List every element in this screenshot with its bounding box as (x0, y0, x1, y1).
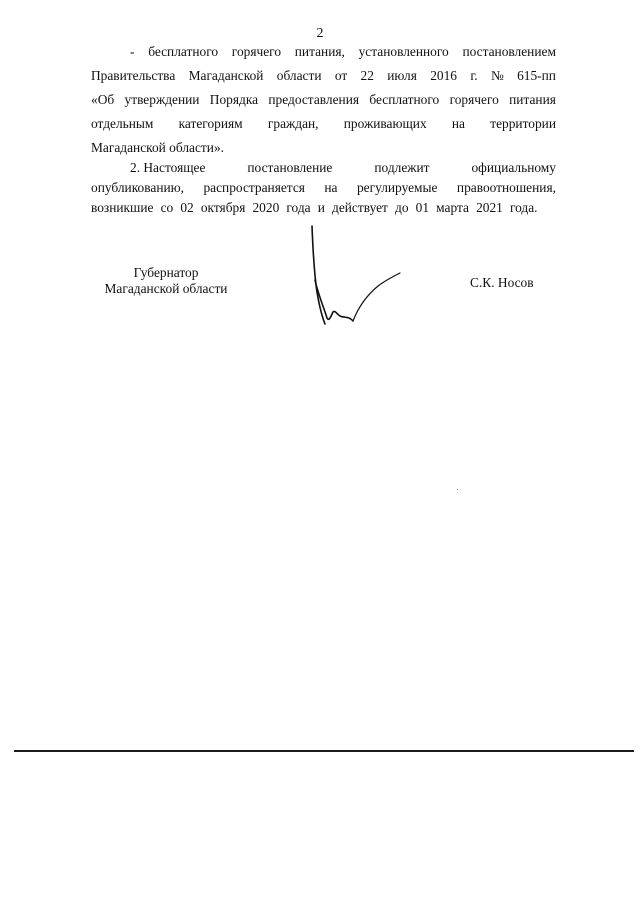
word: питания (509, 92, 556, 107)
word: постановление (247, 160, 333, 175)
word: бесплатного (369, 92, 440, 107)
word: возникшие (91, 200, 154, 215)
word: подлежит (374, 160, 430, 175)
word: до (395, 200, 409, 215)
word: предоставления (268, 92, 360, 107)
word: года. (509, 200, 538, 215)
word: 01 (415, 200, 430, 215)
word: 2. Настоящее (130, 160, 206, 175)
paragraph-1-line-5 (91, 140, 556, 156)
word: территории (490, 116, 556, 131)
word: Магаданской области». (91, 140, 224, 155)
word: постановлением (462, 44, 556, 59)
word: № (490, 68, 504, 83)
word: опубликованию, (91, 180, 185, 195)
word: 615-пп (517, 68, 556, 83)
word: граждан, (267, 116, 319, 131)
word: питания, (294, 44, 345, 59)
word: 2016 (430, 68, 457, 83)
word: года (286, 200, 311, 215)
paragraph-1-line-1 (130, 44, 556, 60)
scan-speck (457, 489, 458, 490)
word: регулируемые (356, 180, 438, 195)
paragraph-2-line-2 (91, 180, 556, 196)
paragraph-1-line-3 (91, 92, 556, 108)
word: официальному (471, 160, 556, 175)
word: октября (200, 200, 246, 215)
signatory-position (86, 265, 246, 297)
word: горячего (231, 44, 282, 59)
paragraph-2-line-3 (91, 200, 538, 216)
signatory-position-line-2: Магаданской области (104, 281, 228, 296)
word: 2021 (476, 200, 503, 215)
word: и (317, 200, 325, 215)
word: 2020 (252, 200, 280, 215)
word: горячего (449, 92, 499, 107)
word: установленного (358, 44, 449, 59)
word: проживающих (343, 116, 427, 131)
word: отдельным (91, 116, 154, 131)
word: Правительства (91, 68, 176, 83)
word: от (334, 68, 348, 83)
word: «Об (91, 92, 115, 107)
word: категориям (178, 116, 243, 131)
footer-divider (14, 750, 634, 752)
word: распространяется (203, 180, 305, 195)
handwritten-signature (300, 222, 410, 342)
word: на (324, 180, 338, 195)
word: июля (387, 68, 417, 83)
page-number: 2 (316, 26, 324, 41)
paragraph-1-line-2 (91, 68, 556, 84)
word: Магаданской (188, 68, 264, 83)
word: на (451, 116, 466, 131)
word: правоотношения, (456, 180, 556, 195)
paragraph-2-line-1 (130, 160, 556, 176)
word: бесплатного (148, 44, 219, 59)
signatory-name: С.К. Носов (470, 275, 534, 290)
paragraph-1-line-4 (91, 116, 556, 132)
word: Порядка (209, 92, 259, 107)
signatory-position-line-1: Губернатор (133, 265, 199, 280)
word: действует (332, 200, 388, 215)
word: 02 (180, 200, 194, 215)
word: области (276, 68, 322, 83)
word: 22 (360, 68, 374, 83)
word: утверждении (124, 92, 200, 107)
word: г. (470, 68, 478, 83)
word: - (130, 44, 135, 59)
word: марта (436, 200, 469, 215)
word: со (160, 200, 174, 215)
